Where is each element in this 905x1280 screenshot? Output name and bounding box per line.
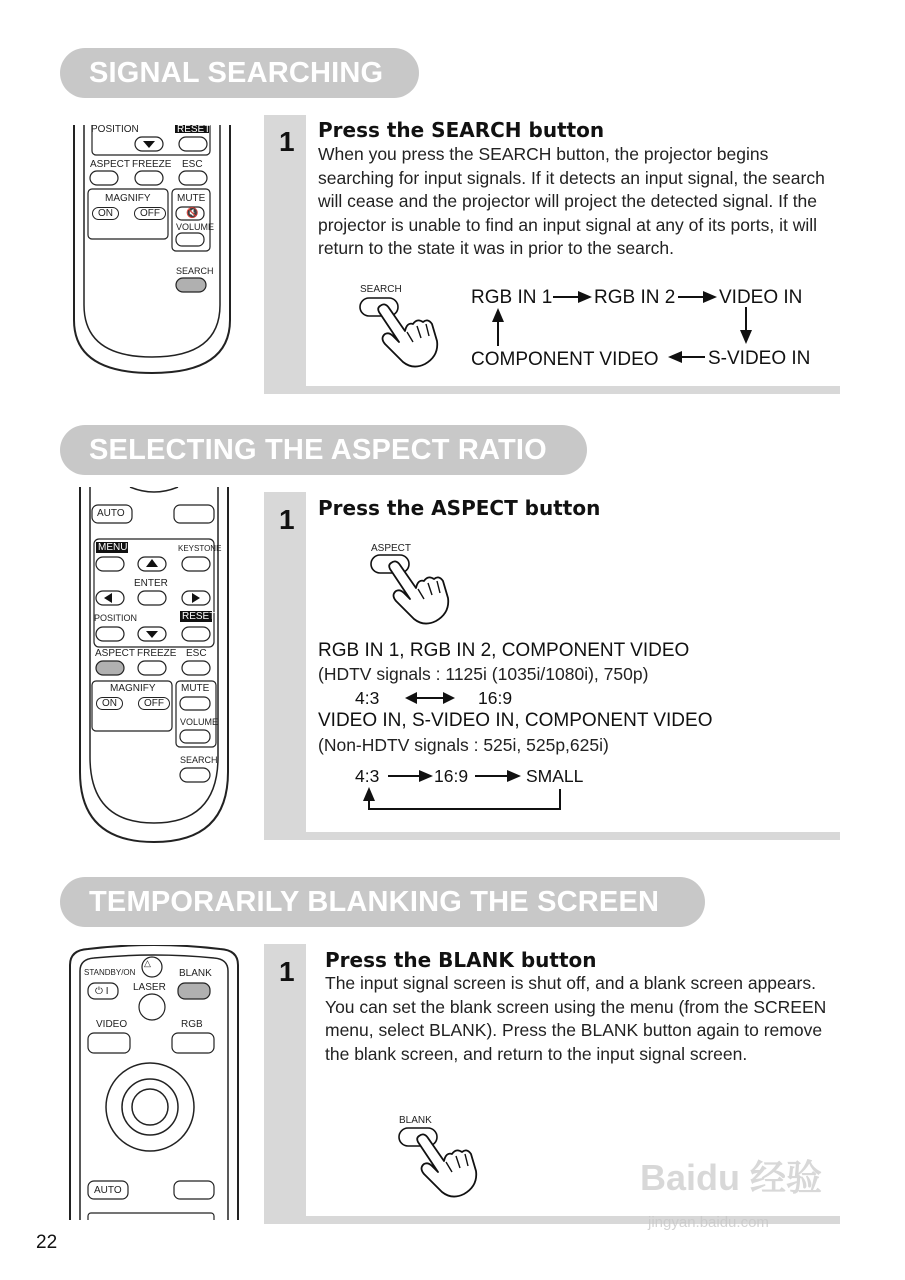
remote2-menu-label: MENU bbox=[98, 542, 128, 553]
step-title-aspect: Press the ASPECT button bbox=[318, 496, 601, 520]
aspect-cycle-small: SMALL bbox=[526, 766, 584, 786]
step-number-blank: 1 bbox=[279, 956, 295, 987]
hand-press-icon bbox=[394, 1126, 484, 1201]
step-body-blank: The input signal screen is shut off, and a blank screen appears. You can set the blank screen using the menu (from the SCREEN menu, select BLANK). Press the BLANK button again to remove the blank screen, and return to the input signal screen. bbox=[325, 973, 827, 1064]
arrow-right-icon bbox=[388, 770, 433, 782]
remote-control-illustration-search bbox=[72, 125, 232, 375]
remote1-esc-label: ESC bbox=[182, 159, 203, 170]
remote2-keystone-label: KEYSTONE bbox=[178, 544, 222, 553]
remote3-rgb-label: RGB bbox=[181, 1019, 203, 1030]
aspect-cycle-arrows bbox=[355, 765, 575, 815]
step-title-search: Press the SEARCH button bbox=[318, 118, 605, 142]
double-arrow-icon bbox=[405, 688, 455, 708]
remote1-volume-label: VOLUME bbox=[176, 222, 215, 232]
remote3-blank-label: BLANK bbox=[179, 968, 212, 979]
arrow-right-icon bbox=[475, 770, 521, 782]
arrow-left-icon bbox=[668, 351, 705, 363]
remote-body bbox=[70, 487, 238, 847]
section-heading-aspect-ratio: SELECTING THE ASPECT RATIO bbox=[60, 425, 587, 475]
watermark-logo: Baidu 经验 bbox=[640, 1157, 823, 1198]
flow-video-in: VIDEO IN bbox=[719, 287, 803, 308]
remote1-search-label: SEARCH bbox=[176, 266, 214, 276]
step-body-search: When you press the SEARCH button, the projector begins searching for input signals. If it detects an input signal, the search will cease and the projector will project the detected signal. If the projector is unable to find an input signal at any of its ports, it will return to the state it was in prior to the search. bbox=[318, 144, 825, 258]
remote1-position-label: POSITION bbox=[91, 125, 139, 135]
step-number-aspect: 1 bbox=[279, 504, 295, 535]
remote2-volume-label: VOLUME bbox=[180, 717, 219, 727]
remote1-off-button[interactable]: OFF bbox=[134, 207, 166, 220]
remote3-auto-label: AUTO bbox=[94, 1185, 122, 1196]
arrow-up-icon bbox=[363, 787, 375, 801]
hand-press-icon bbox=[355, 296, 445, 371]
section-heading-blank-screen: TEMPORARILY BLANKING THE SCREEN bbox=[60, 877, 705, 927]
arrow-up-icon bbox=[492, 308, 504, 346]
remote1-on-button[interactable]: ON bbox=[92, 207, 119, 220]
page-number: 22 bbox=[36, 1232, 58, 1253]
remote2-reset-label: RESET bbox=[182, 611, 216, 622]
remote1-mute-icon: 🔇 bbox=[186, 208, 199, 219]
power-icon: ⏻ I bbox=[95, 986, 109, 997]
flow-rgb-in-1: RGB IN 1 bbox=[471, 287, 553, 308]
remote2-search-label: SEARCH bbox=[180, 755, 218, 765]
remote1-freeze-label: FREEZE bbox=[132, 159, 172, 170]
remote2-esc-label: ESC bbox=[186, 648, 207, 659]
remote2-on-button[interactable]: ON bbox=[96, 697, 123, 710]
aspect-line-non-hdtv-inputs: VIDEO IN, S-VIDEO IN, COMPONENT VIDEO bbox=[318, 710, 713, 731]
remote2-position-label: POSITION bbox=[94, 613, 138, 623]
aspect-line-hdtv-inputs: RGB IN 1, RGB IN 2, COMPONENT VIDEO bbox=[318, 640, 690, 661]
remote1-mute-label: MUTE bbox=[177, 193, 206, 204]
remote2-off-button[interactable]: OFF bbox=[138, 697, 170, 710]
search-button-caption: SEARCH bbox=[360, 284, 402, 295]
remote2-mute-label: MUTE bbox=[181, 683, 210, 694]
aspect-cycle-16-9: 16:9 bbox=[434, 766, 469, 786]
aspect-ratio-16-9: 16:9 bbox=[478, 688, 513, 708]
flow-component-video: COMPONENT VIDEO bbox=[471, 349, 659, 370]
step-number-search: 1 bbox=[279, 126, 295, 157]
flow-rgb-in-2: RGB IN 2 bbox=[594, 287, 676, 308]
aspect-cycle-4-3: 4:3 bbox=[355, 766, 380, 786]
remote1-reset-label: RESET bbox=[177, 125, 211, 135]
aspect-line-non-hdtv-signals: (Non-HDTV signals : 525i, 525p,625i) bbox=[318, 735, 609, 755]
section-heading-signal-searching: SIGNAL SEARCHING bbox=[60, 48, 419, 98]
remote2-enter-label: ENTER bbox=[134, 578, 168, 589]
aspect-button-caption: ASPECT bbox=[371, 543, 412, 554]
flow-s-video-in: S-VIDEO IN bbox=[708, 348, 811, 369]
remote1-magnify-label: MAGNIFY bbox=[105, 193, 151, 204]
arrow-down-icon bbox=[740, 307, 752, 344]
watermark-url: jingyan.baidu.com bbox=[648, 1214, 769, 1231]
remote3-video-label: VIDEO bbox=[96, 1019, 128, 1030]
remote3-standby-label: STANDBY/ON bbox=[84, 968, 136, 977]
remote2-auto-label: AUTO bbox=[97, 508, 125, 519]
aspect-line-hdtv-signals: (HDTV signals : 1125i (1035i/1080i), 750p) bbox=[318, 664, 649, 684]
laser-warning-icon: △ bbox=[144, 958, 151, 968]
remote2-aspect-label: ASPECT bbox=[95, 648, 136, 659]
remote3-laser-label: LASER bbox=[133, 982, 166, 993]
remote2-magnify-label: MAGNIFY bbox=[110, 683, 156, 694]
arrow-right-icon bbox=[678, 291, 717, 303]
remote1-aspect-label: ASPECT bbox=[90, 159, 131, 170]
hand-press-icon bbox=[366, 553, 456, 628]
aspect-ratio-4-3: 4:3 bbox=[355, 688, 380, 708]
step-title-blank: Press the BLANK button bbox=[325, 948, 597, 972]
search-flow-arrows bbox=[460, 280, 830, 380]
remote2-freeze-label: FREEZE bbox=[137, 648, 177, 659]
remote-control-illustration-aspect bbox=[70, 487, 238, 847]
arrow-right-icon bbox=[553, 291, 592, 303]
blank-button-caption: BLANK bbox=[399, 1115, 432, 1126]
remote-control-illustration-blank bbox=[68, 945, 240, 1220]
